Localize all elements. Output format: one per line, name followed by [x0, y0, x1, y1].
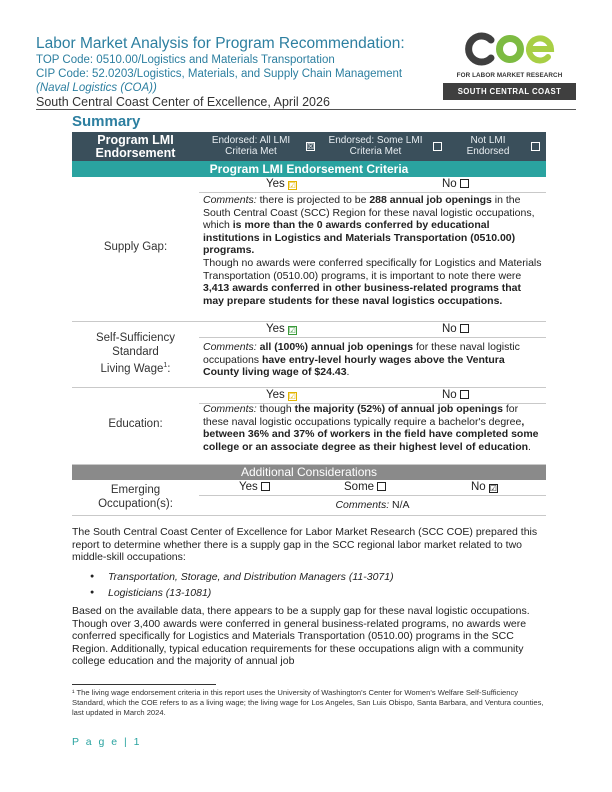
emerging-some-checkbox[interactable]	[377, 482, 386, 491]
comment-text: there is projected to be	[256, 194, 370, 206]
no-label: No	[442, 389, 457, 401]
education-no	[442, 389, 469, 401]
comment-lead: Comments:	[203, 194, 257, 206]
education-label: Education:	[108, 418, 163, 430]
education-section	[72, 388, 546, 465]
yes-label: Yes	[266, 178, 285, 190]
label-line: Occupation(s):	[98, 498, 173, 510]
criteria-heading: Program LMI Endorsement Criteria	[72, 161, 546, 177]
emerging-label	[72, 483, 199, 511]
comment-emphasis: 3,413 awards conferred in other business-related programs that may prepare students for these naval logistics occupations.	[203, 282, 522, 307]
label-line: Self-Sufficiency	[95, 332, 176, 344]
option-not-label: Not LMI Endorsed	[466, 135, 510, 157]
label-line: Standard	[112, 346, 159, 358]
emerging-yes-checkbox[interactable]	[261, 482, 270, 491]
no-label: No	[442, 178, 457, 190]
comment-lead: Comments:	[203, 403, 257, 415]
option-not-checkbox[interactable]	[531, 142, 540, 151]
footnote-divider	[72, 684, 216, 685]
some-label: Some	[344, 481, 375, 493]
option-some-checkbox[interactable]	[433, 142, 442, 151]
living-wage-comment	[203, 341, 543, 379]
supply-gap-comment-1	[203, 194, 543, 257]
footnote-reference[interactable]: 1	[163, 362, 168, 369]
living-wage-section	[72, 322, 546, 388]
supply-gap-choice	[199, 177, 546, 193]
option-all-label: Endorsed: All LMI Criteria Met	[211, 135, 291, 157]
emerging-comment	[199, 499, 546, 511]
supply-gap-yes-checkbox[interactable]: ☑	[288, 181, 296, 190]
comment-emphasis: have entry-level hourly wages above the Ventura County living wage of $24.43	[203, 353, 505, 379]
label-line: Living Wage	[100, 362, 164, 375]
emerging-occupations-section	[72, 480, 546, 516]
education-no-checkbox[interactable]	[460, 390, 469, 399]
logo-tagline: FOR LABOR MARKET RESEARCH	[456, 72, 563, 79]
supply-gap-comment-2	[203, 257, 543, 307]
endorsement-option-not	[448, 132, 546, 161]
option-all-checkbox[interactable]: ☒	[307, 142, 315, 151]
cip-code: CIP Code: 52.0203/Logistics, Materials, and Supply Chain Management	[36, 68, 403, 80]
no-label: No	[471, 481, 486, 493]
additional-considerations-heading: Additional Considerations	[72, 465, 546, 480]
coe-logo	[443, 32, 576, 100]
living-wage-yes-checkbox[interactable]: ☑	[288, 326, 296, 335]
education-yes	[266, 389, 297, 401]
yes-label: Yes	[266, 389, 285, 401]
comment-text: for these naval logistic occupations	[203, 341, 520, 366]
yes-label: Yes	[266, 323, 285, 335]
top-code: TOP Code: 0510.00/Logistics and Materials Transportation	[36, 54, 335, 66]
comment-text: .	[346, 366, 350, 379]
supply-gap-section	[72, 177, 546, 322]
emerging-no-checkbox[interactable]: ☑	[489, 484, 497, 493]
occupation-list	[90, 569, 394, 601]
comment-emphasis: all (100%) annual job openings	[259, 341, 414, 353]
no-label: No	[442, 323, 457, 335]
living-wage-choice	[199, 322, 546, 338]
coe-logo-icon	[465, 32, 555, 66]
comment-emphasis: , between 36% and 37% of workers in the field have completed some college or an associate degree as their highest level of education	[203, 415, 539, 453]
supply-gap-no-checkbox[interactable]	[460, 179, 469, 188]
intro-paragraph: The South Central Coast Center of Excellence for Labor Market Research (SCC COE) prepared this report to determine whether there is a supply gap in the SCC regional labor market related to two middle-skill occupations:	[72, 526, 538, 564]
report-title: Labor Market Analysis for Program Recommendation:	[36, 35, 405, 52]
endorsement-option-some	[321, 132, 448, 161]
education-yes-checkbox[interactable]: ☑	[288, 392, 296, 401]
comment-text: N/A	[389, 499, 410, 511]
summary-table	[72, 132, 546, 516]
living-wage-yes	[266, 323, 297, 335]
endorsement-option-all	[199, 132, 321, 161]
yes-label: Yes	[239, 481, 258, 493]
comment-emphasis: the majority (52%) of annual job openings	[294, 403, 503, 415]
comment-text: for these naval logistic occupations typically require a bachelor's degree	[203, 403, 522, 428]
comment-emphasis: 288 annual job openings	[369, 194, 492, 206]
summary-heading: Summary	[72, 113, 141, 130]
center-date: South Central Coast Center of Excellence, April 2026	[36, 95, 330, 109]
supply-gap-yes	[266, 178, 297, 190]
supply-gap-no	[442, 178, 469, 190]
emerging-yes	[239, 481, 270, 493]
comment-lead: Comments:	[203, 341, 257, 353]
option-some-label: Endorsed: Some LMI Criteria Met	[328, 135, 423, 157]
emerging-no	[471, 481, 498, 493]
comment-text: Though no awards were conferred specifically for Logistics and Materials Transportation (0510.00) programs, it is important to note there were	[203, 257, 542, 282]
supply-gap-label: Supply Gap:	[103, 241, 168, 253]
living-wage-label: Self-Sufficiency Standard Living Wage$^1$:	[72, 331, 199, 376]
emerging-choice	[199, 480, 546, 496]
education-choice	[199, 388, 546, 404]
label-line: Emerging	[110, 484, 161, 496]
comment-lead: Comments:	[335, 499, 390, 511]
page-number: P a g e | 1	[72, 736, 142, 748]
comment-text: .	[528, 440, 531, 453]
education-comment	[203, 403, 543, 453]
emerging-some	[344, 481, 386, 493]
comment-emphasis: is more than the 0 awards conferred by educational institutions in Logistics and Materials Transportation (0510.00) programs.	[203, 219, 516, 257]
living-wage-no-checkbox[interactable]	[460, 324, 469, 333]
list-item: ● Logisticians (13-1081)	[90, 585, 394, 601]
endorsement-label: Program LMI Endorsement	[95, 133, 176, 160]
logo-region: SOUTH CENTRAL COAST	[443, 83, 576, 100]
program-subtitle: (Naval Logistics (COA))	[36, 82, 157, 94]
comment-text: though	[256, 403, 295, 415]
footnote: ¹ The living wage endorsement criteria in this report uses the University of Washington's Center for Women's Welfare Self-Sufficiency Standard, which the COE refers to as a living wage; the living wage for Los Angeles, San Luis Obispo, Santa Barbara, and Ventura counties, last updated in March 2024.	[72, 688, 544, 717]
report-header	[36, 34, 436, 110]
endorsement-row	[72, 132, 546, 161]
findings-paragraph: Based on the available data, there appears to be a supply gap for these naval logistic occupations. Though over 3,400 awards were conferred in general business-related programs, no awards were conferred specifically for Logistics and Materials Transportation (0510.00) programs in the SCC Region. Additionally, typical education requirements for these occupations align with a community college education and the majority of annual job	[72, 605, 530, 668]
living-wage-no	[442, 323, 469, 335]
comment-text: in the South Central Coast (SCC) Region for these naval logistic occupations, which	[203, 194, 535, 232]
header-divider	[36, 109, 576, 110]
list-item: ● Transportation, Storage, and Distribution Managers (11-3071)	[90, 569, 394, 585]
